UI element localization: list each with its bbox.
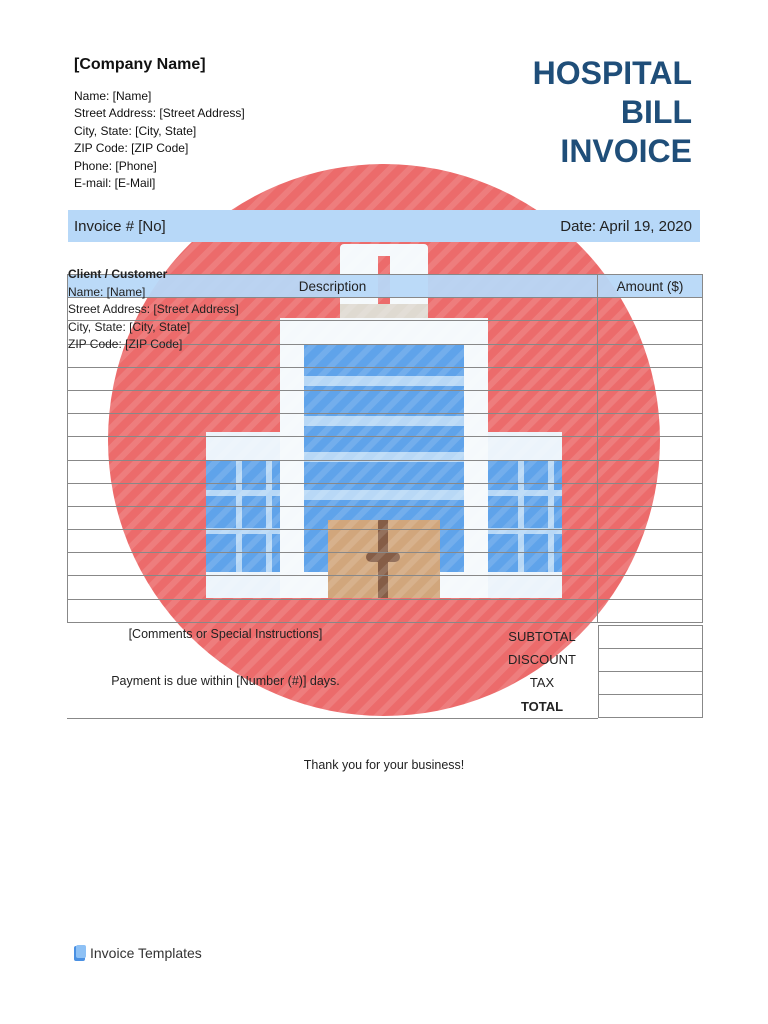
subtotal-label: SUBTOTAL xyxy=(508,629,576,644)
client-street-address: Street Address: [Street Address] xyxy=(68,302,239,316)
company-city-state: City, State: [City, State] xyxy=(74,123,197,138)
title-line-bill: BILL xyxy=(620,94,692,130)
client-block xyxy=(68,266,239,354)
amount-cell[interactable] xyxy=(598,460,703,483)
total-label: TOTAL xyxy=(520,698,564,714)
comments-text: [Comments or Special Instructions] xyxy=(128,627,323,641)
client-heading: Client / Customer xyxy=(68,267,168,281)
table-row xyxy=(68,553,703,576)
table-row xyxy=(68,506,703,529)
title-line-invoice: INVOICE xyxy=(560,133,692,169)
description-cell[interactable] xyxy=(68,367,598,390)
company-name: [Company Name] xyxy=(74,56,206,73)
table-row xyxy=(68,530,703,553)
description-cell[interactable] xyxy=(68,599,598,622)
amount-cell[interactable] xyxy=(598,506,703,529)
client-city-state: City, State: [City, State] xyxy=(68,319,191,334)
table-row xyxy=(68,390,703,413)
discount-label: DISCOUNT xyxy=(508,652,576,668)
table-row xyxy=(68,483,703,506)
description-header: Description xyxy=(68,275,598,298)
invoice-info-bar xyxy=(68,210,700,242)
description-cell[interactable] xyxy=(68,553,598,576)
invoice-title xyxy=(533,54,692,171)
subtotal-value[interactable] xyxy=(599,626,703,649)
amount-cell[interactable] xyxy=(598,298,703,321)
discount-value[interactable] xyxy=(599,649,703,672)
amount-cell[interactable] xyxy=(598,483,703,506)
amount-cell[interactable] xyxy=(598,321,703,344)
table-row xyxy=(68,460,703,483)
payment-terms: Payment is due within [Number (#)] days. xyxy=(111,674,340,688)
document-icon xyxy=(74,945,86,961)
amount-cell[interactable] xyxy=(598,437,703,460)
description-cell[interactable] xyxy=(68,483,598,506)
client-zip-code: ZIP Code: [ZIP Code] xyxy=(68,337,183,351)
company-phone: Phone: [Phone] xyxy=(74,158,157,173)
total-value[interactable] xyxy=(599,695,703,718)
description-cell[interactable] xyxy=(68,530,598,553)
amount-cell[interactable] xyxy=(598,553,703,576)
description-cell[interactable] xyxy=(68,437,598,460)
tax-label: TAX xyxy=(529,675,555,691)
amount-cell[interactable] xyxy=(598,576,703,599)
brand-name: Invoice Templates xyxy=(90,945,202,961)
table-row xyxy=(68,437,703,460)
title-line-hospital: HOSPITAL xyxy=(532,55,692,91)
invoice-date: Date: April 19, 2020 xyxy=(560,218,692,235)
amount-header: Amount ($) xyxy=(598,275,703,298)
amount-cell[interactable] xyxy=(598,390,703,413)
company-email: E-mail: [E-Mail] xyxy=(74,176,156,191)
table-row xyxy=(68,414,703,437)
amount-cell[interactable] xyxy=(598,599,703,622)
company-contact-name: Name: [Name] xyxy=(74,89,152,103)
amount-cell[interactable] xyxy=(598,414,703,437)
amount-cell[interactable] xyxy=(598,367,703,390)
thank-you-note: Thank you for your business! xyxy=(303,758,465,772)
amount-cell[interactable] xyxy=(598,344,703,367)
description-cell[interactable] xyxy=(68,414,598,437)
client-name: Name: [Name] xyxy=(68,284,146,299)
amount-cell[interactable] xyxy=(598,530,703,553)
table-row xyxy=(68,576,703,599)
description-cell[interactable] xyxy=(68,506,598,529)
description-cell[interactable] xyxy=(68,460,598,483)
description-cell[interactable] xyxy=(68,576,598,599)
totals-labels xyxy=(490,625,594,718)
invoice-number: Invoice # [No] xyxy=(74,218,166,235)
totals-boxes xyxy=(598,625,703,718)
description-cell[interactable] xyxy=(68,390,598,413)
company-address-block xyxy=(74,88,245,192)
table-row xyxy=(68,599,703,622)
totals-divider xyxy=(67,718,598,719)
tax-value[interactable] xyxy=(599,672,703,695)
company-street-address: Street Address: [Street Address] xyxy=(74,106,245,121)
table-row xyxy=(68,367,703,390)
company-zip-code: ZIP Code: [ZIP Code] xyxy=(74,141,189,156)
brand-logo xyxy=(74,945,202,961)
